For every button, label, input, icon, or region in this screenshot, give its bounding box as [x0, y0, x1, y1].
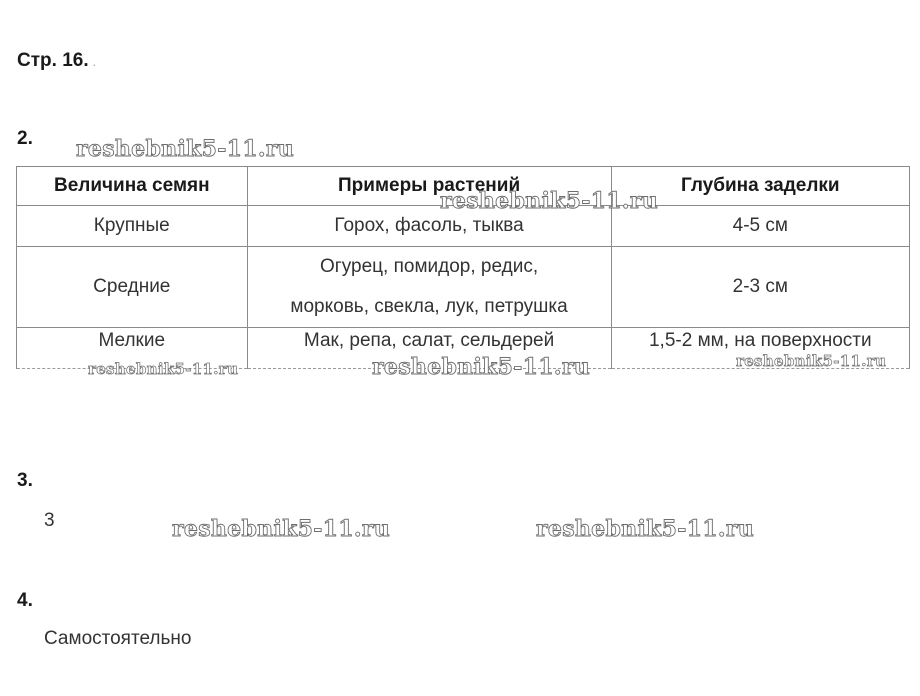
- header-seed-size: Величина семян: [17, 167, 248, 206]
- watermark: reshebnik5-11.ru: [172, 516, 391, 542]
- page-heading: [17, 50, 96, 72]
- task-3-answer: 3: [44, 510, 55, 531]
- cell-sowing-depth: 4-5 см: [611, 206, 909, 247]
- cell-seed-size: Крупные: [17, 206, 248, 247]
- cell-plant-examples-line-2: морковь, свекла, лук, петрушка: [290, 296, 568, 317]
- watermark: reshebnik5-11.ru: [88, 360, 239, 378]
- watermark: reshebnik5-11.ru: [76, 136, 295, 162]
- page-heading-dot: .: [92, 55, 96, 69]
- watermark: reshebnik5-11.ru: [440, 188, 659, 214]
- task-4-number: 4.: [17, 590, 33, 611]
- page-heading-text: Стр. 16.: [17, 50, 89, 71]
- cell-plant-examples: [247, 247, 611, 328]
- cell-plant-examples-line-1: Огурец, помидор, редис,: [320, 256, 539, 277]
- cell-plant-examples: Мак, репа, салат, сельдерей: [247, 328, 611, 369]
- header-plant-examples: Примеры растений: [247, 167, 611, 206]
- table-row: [17, 247, 910, 328]
- header-sowing-depth: Глубина заделки: [611, 167, 909, 206]
- cell-sowing-depth: 2-3 см: [611, 247, 909, 328]
- cell-seed-size: Средние: [17, 247, 248, 328]
- cell-seed-size: Мелкие: [17, 328, 248, 369]
- watermark: reshebnik5-11.ru: [536, 516, 755, 542]
- task-3-number: 3.: [17, 470, 33, 491]
- cell-sowing-depth: 1,5-2 мм, на поверхности: [611, 328, 909, 369]
- watermark: reshebnik5-11.ru: [372, 354, 591, 380]
- task-2-number: 2.: [17, 128, 33, 149]
- cell-plant-examples: Горох, фасоль, тыква: [247, 206, 611, 247]
- task-4-answer: Самостоятельно: [44, 628, 192, 649]
- watermark: reshebnik5-11.ru: [736, 352, 887, 370]
